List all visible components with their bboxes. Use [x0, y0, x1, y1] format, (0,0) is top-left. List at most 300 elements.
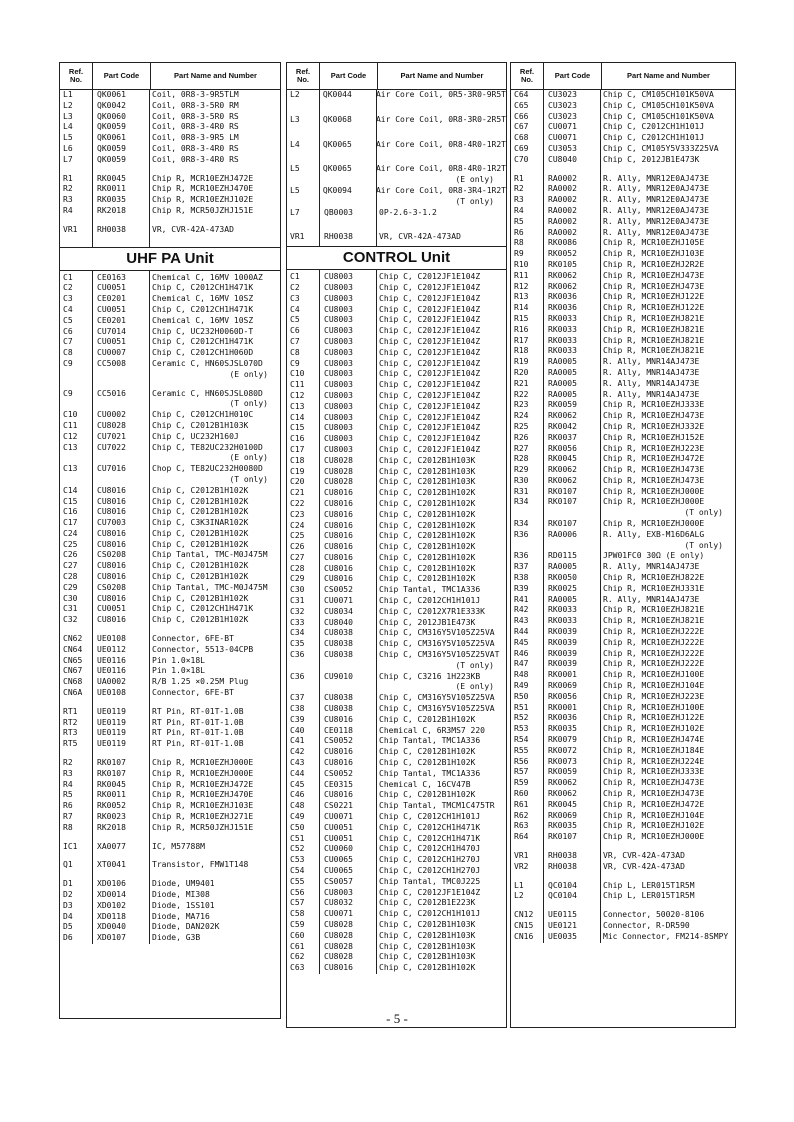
part-row — [287, 650, 506, 661]
ref-number: C43 — [290, 758, 305, 768]
part-code: RA0002 — [548, 216, 577, 226]
part-row — [287, 477, 506, 488]
part-name: Chip C, UC232H0060D-T — [152, 326, 254, 336]
part-code: CE0201 — [97, 294, 126, 304]
part-code: CU8028 — [324, 930, 353, 940]
part-name: Chip C, C2012B1H102K — [379, 498, 476, 508]
part-name: VR, CVR-42A-473AD — [152, 224, 234, 234]
ref-number: C26 — [290, 542, 305, 552]
ref-number: CN65 — [63, 655, 83, 665]
part-row — [287, 232, 506, 243]
part-row — [511, 616, 735, 627]
ref-number: R31 — [514, 486, 529, 496]
part-name: Chip C, C2012B1H102K — [152, 528, 249, 538]
part-row — [287, 607, 506, 618]
part-row — [511, 659, 735, 670]
part-name: Chip Tantal, TMC1A336 — [379, 736, 481, 746]
part-row — [511, 282, 735, 293]
part-name: R. Ally, MNR14AJ473E — [603, 562, 700, 572]
part-name: Chip R, MCR10EZHJ473E — [603, 270, 705, 280]
part-code: RK0033 — [548, 313, 577, 323]
part-code: RH0038 — [548, 861, 577, 871]
part-code: RK0073 — [548, 756, 577, 766]
part-code: CU8032 — [324, 898, 353, 908]
part-code — [92, 475, 149, 486]
part-name: Chip C, TE82UC232H0100D — [152, 442, 263, 452]
part-name: Chip C, C2012CH1H471K — [152, 337, 254, 347]
ref-number: C22 — [290, 498, 305, 508]
part-code: RD0115 — [548, 551, 577, 561]
table-body — [287, 90, 506, 974]
part-row — [287, 542, 506, 553]
part-name: Chip C, C3216 1H223KB — [379, 671, 481, 681]
ref-number: L3 — [290, 114, 300, 124]
ref-number — [60, 475, 92, 486]
part-row — [287, 920, 506, 931]
ref-number: C31 — [290, 596, 305, 606]
part-code: RA0005 — [548, 357, 577, 367]
part-name: Chip C, C2012B1H102K — [152, 572, 249, 582]
part-code: CE0118 — [324, 725, 353, 735]
ref-number: C66 — [514, 111, 529, 121]
part-code: RK0036 — [548, 292, 577, 302]
part-code: RK0062 — [548, 465, 577, 475]
part-code: UE0035 — [548, 931, 577, 941]
part-code: CU7014 — [97, 326, 126, 336]
part-code: CU8016 — [97, 528, 126, 538]
part-row — [511, 357, 735, 368]
part-name: Chip C, C2012B1H102K — [379, 714, 476, 724]
part-row — [287, 942, 506, 953]
ref-number: L7 — [63, 154, 73, 164]
ref-number: RT5 — [63, 739, 78, 749]
ref-number: C41 — [290, 736, 305, 746]
ref-number: R44 — [514, 627, 529, 637]
ref-number: C17 — [290, 444, 305, 454]
part-code: RK0033 — [548, 346, 577, 356]
ref-number: L2 — [514, 891, 524, 901]
part-name: Chip C, CM316Y5V105Z25VA — [379, 693, 495, 703]
part-code: CU8016 — [97, 485, 126, 495]
part-code: RK0107 — [548, 832, 577, 842]
part-name: Chip C, C2012JF1E104Z — [379, 326, 481, 336]
ref-number: R19 — [514, 357, 529, 367]
part-row — [511, 144, 735, 155]
ref-number — [60, 370, 92, 381]
part-name: Coil, 0R8-3-5R0 RM — [152, 100, 239, 110]
ref-number: R11 — [514, 270, 529, 280]
part-row — [511, 292, 735, 303]
part-name: Chip R, MCR10EZHJ222E — [603, 659, 705, 669]
part-name: Chip C, CM316Y5V105Z25VA — [379, 704, 495, 714]
part-row — [287, 467, 506, 478]
ref-number: VR1 — [63, 224, 78, 234]
part-name: Chip C, C2012JF1E104Z — [379, 444, 481, 454]
table-body — [511, 90, 735, 943]
ref-number: R15 — [514, 313, 529, 323]
part-row — [511, 444, 735, 455]
part-code: CU7022 — [97, 442, 126, 452]
header-ref-no: Ref. No. — [511, 63, 544, 89]
part-name: Chip R, MCR10EZHJ822E — [603, 573, 705, 583]
part-name: Diode, DAN202K — [152, 922, 220, 932]
part-row — [287, 877, 506, 888]
part-name: Chip R, MCR10EZHJ472E — [152, 173, 254, 183]
part-name: Chip R, MCR10EZHJ473E — [603, 778, 705, 788]
ref-number: R29 — [514, 465, 529, 475]
part-row — [511, 767, 735, 778]
part-name: Chip C, C2012JF1E104Z — [379, 369, 481, 379]
part-row — [60, 410, 280, 421]
part-row — [287, 186, 506, 197]
header-part-code: Part Code — [320, 63, 378, 89]
part-row — [511, 530, 735, 541]
part-code: CU3023 — [548, 90, 577, 99]
ref-number: C57 — [290, 898, 305, 908]
part-code: CU0051 — [97, 283, 126, 293]
part-row — [60, 90, 280, 101]
part-code: RK0011 — [97, 184, 126, 194]
ref-number: C44 — [290, 768, 305, 778]
part-code: CU0071 — [548, 133, 577, 143]
header-part-name: Part Name and Number — [174, 71, 257, 80]
part-name: Chip R, MCR10EZHJ000E — [152, 758, 254, 768]
ref-number: C39 — [290, 714, 305, 724]
ref-number: R4 — [63, 779, 73, 789]
parts-table-right — [510, 62, 736, 1028]
ref-number: C9 — [290, 358, 300, 368]
part-code: RK0107 — [97, 758, 126, 768]
part-code: RK0105 — [548, 259, 577, 269]
row-gap — [60, 381, 280, 389]
part-row — [287, 758, 506, 769]
part-name: Chip C, C2012B1H102K — [152, 496, 249, 506]
part-code: CU8034 — [324, 606, 353, 616]
part-code: RA0002 — [548, 205, 577, 215]
part-code: RK0033 — [548, 616, 577, 626]
part-name: R. Ally, MNR14AJ473E — [603, 594, 700, 604]
part-code: CU8016 — [324, 758, 353, 768]
part-row — [60, 122, 280, 133]
ref-number: L1 — [514, 880, 524, 890]
part-name: Chip R, MCR10EZHJ472E — [152, 779, 254, 789]
part-code: CS0052 — [324, 736, 353, 746]
part-code: CU8016 — [97, 507, 126, 517]
part-code: RK0036 — [548, 713, 577, 723]
part-row — [60, 801, 280, 812]
part-row — [511, 789, 735, 800]
part-row — [60, 901, 280, 912]
part-name: Chip R, MCR10EZHJ104E — [603, 681, 705, 691]
ref-number: C8 — [63, 348, 73, 358]
part-row — [60, 518, 280, 529]
part-row — [287, 736, 506, 747]
ref-number: R63 — [514, 821, 529, 831]
ref-number: R13 — [514, 292, 529, 302]
part-code: RA0005 — [548, 594, 577, 604]
part-row — [287, 315, 506, 326]
part-code: RH0038 — [97, 224, 126, 234]
part-row — [511, 465, 735, 476]
part-name: R. Ally, MNR12E0AJ473E — [603, 227, 709, 237]
part-row — [511, 921, 735, 932]
part-row — [60, 912, 280, 923]
table-header — [287, 63, 506, 90]
part-row — [511, 206, 735, 217]
row-gap — [60, 834, 280, 842]
part-name: Chip R, MCR10EZHJ223E — [603, 691, 705, 701]
ref-number: C6 — [290, 326, 300, 336]
part-code: RK0045 — [548, 454, 577, 464]
part-code: CU8003 — [324, 369, 353, 379]
part-code: RK0033 — [548, 324, 577, 334]
ref-number: R46 — [514, 648, 529, 658]
ref-number: C8 — [290, 347, 300, 357]
part-row — [511, 101, 735, 112]
row-gap — [60, 699, 280, 707]
part-row — [511, 638, 735, 649]
part-name: Pin 1.0×18L — [152, 666, 205, 676]
part-code: RA0005 — [548, 389, 577, 399]
ref-number: C4 — [63, 304, 73, 314]
part-code: RH0038 — [324, 232, 353, 242]
part-row — [60, 728, 280, 739]
part-row — [60, 718, 280, 729]
part-row — [287, 801, 506, 812]
part-row — [60, 572, 280, 583]
part-row — [60, 780, 280, 791]
part-code: RH0038 — [548, 850, 577, 860]
part-code: CS0052 — [324, 585, 353, 595]
ref-number: C58 — [290, 909, 305, 919]
part-name: Chip R, MCR10EZHJ472E — [603, 799, 705, 809]
part-name: Chip R, MCR10EZHJ224E — [603, 756, 705, 766]
ref-number: L2 — [290, 90, 300, 99]
part-name: Air Core Coil, 0R8-3R0-2R5T — [375, 114, 506, 124]
part-row — [60, 443, 280, 454]
part-code: CU8016 — [324, 963, 353, 973]
row-gap — [60, 626, 280, 634]
part-code: CU8038 — [324, 628, 353, 638]
part-name: Chip C, C2012B1H102K — [152, 507, 249, 517]
ref-number: R43 — [514, 616, 529, 626]
ref-number: Q1 — [63, 860, 73, 870]
part-name: Chip R, MCR50JZHJ151E — [152, 822, 254, 832]
part-code: RK0039 — [548, 659, 577, 669]
ref-number: C60 — [290, 930, 305, 940]
part-name: Chip R, MCR10EZHJ184E — [603, 745, 705, 755]
part-code: RK0037 — [548, 432, 577, 442]
part-code: QK0061 — [97, 133, 126, 143]
part-code: RK0035 — [97, 195, 126, 205]
part-name: Chip R, MCR10EZHJ474E — [603, 735, 705, 745]
part-name: Chip C, C2012JF1E104Z — [379, 390, 481, 400]
part-code: UE0108 — [97, 634, 126, 644]
ref-number: C46 — [290, 790, 305, 800]
part-code: XD0107 — [97, 933, 126, 943]
part-code: CU8016 — [324, 531, 353, 541]
part-name: Air Core Coil, 0R5-3R0-9R5T — [375, 90, 506, 99]
part-code: CU8038 — [324, 639, 353, 649]
part-row — [511, 228, 735, 239]
part-name: Chip C, C2012CH1H101J — [379, 596, 481, 606]
variant-note-row — [60, 370, 280, 381]
ref-number: C45 — [290, 779, 305, 789]
ref-number: C30 — [63, 593, 78, 603]
part-code: CU8016 — [324, 488, 353, 498]
part-name: Chip R, MCR10EZHJ104E — [603, 810, 705, 820]
variant-note: (T only) — [455, 196, 494, 206]
part-row — [511, 411, 735, 422]
part-name: Connector, 5513-04CPB — [152, 644, 254, 654]
part-row — [511, 746, 735, 757]
ref-number: C5 — [63, 315, 73, 325]
ref-number: C13 — [290, 401, 305, 411]
part-row — [60, 550, 280, 561]
part-name: Chip R, MCR10EZHJ2R2E — [603, 259, 705, 269]
part-name: IC, M57788M — [152, 841, 205, 851]
part-row — [60, 112, 280, 123]
ref-number: R60 — [514, 789, 529, 798]
part-name: Chip R, MCR10EZHJ470E — [152, 790, 254, 800]
part-row — [511, 713, 735, 724]
part-row — [60, 583, 280, 594]
part-name: Chip C, C2012JF1E104Z — [379, 380, 481, 390]
ref-number: C15 — [290, 423, 305, 433]
ref-number: C28 — [63, 572, 78, 582]
ref-number: R53 — [514, 724, 529, 734]
part-row — [60, 195, 280, 206]
part-row — [511, 670, 735, 681]
variant-note: (T only) — [229, 399, 268, 409]
part-row — [511, 821, 735, 832]
part-row — [287, 164, 506, 175]
ref-number: CN64 — [63, 644, 83, 654]
ref-number: R2 — [514, 184, 524, 194]
part-row — [287, 715, 506, 726]
part-row — [287, 369, 506, 380]
part-name: Chip R, MCR10EZHJ333E — [603, 767, 705, 777]
part-code: RK0107 — [548, 519, 577, 529]
part-row — [287, 574, 506, 585]
part-row — [287, 445, 506, 456]
part-code: RA0005 — [548, 562, 577, 572]
part-code: RK0056 — [548, 691, 577, 701]
variant-note: (T only) — [229, 474, 268, 484]
ref-number: R54 — [514, 735, 529, 745]
part-name: Chip C, C2012B1H102K — [152, 539, 249, 549]
part-row — [511, 595, 735, 606]
part-code: RK0107 — [548, 497, 577, 507]
part-code — [543, 541, 600, 552]
part-row — [287, 812, 506, 823]
ref-number: L7 — [290, 207, 300, 217]
part-code: CC5008 — [97, 358, 126, 368]
part-name: Chip C, C2012B1H102K — [379, 574, 476, 584]
part-row — [60, 707, 280, 718]
header-ref-no: Ref. No. — [287, 63, 320, 89]
ref-number: R52 — [514, 713, 529, 723]
part-code: CU8028 — [324, 455, 353, 465]
row-gap — [60, 166, 280, 174]
ref-number: R26 — [514, 432, 529, 442]
part-row — [287, 585, 506, 596]
part-code: QK0065 — [322, 164, 352, 174]
part-name: VR, CVR-42A-473AD — [603, 861, 685, 871]
ref-number: R6 — [514, 227, 524, 237]
part-code: RK0072 — [548, 745, 577, 755]
part-code: QK0060 — [97, 111, 126, 121]
ref-number: C23 — [290, 509, 305, 519]
ref-number: C19 — [290, 466, 305, 476]
ref-number: L5 — [290, 185, 300, 195]
ref-number: R24 — [514, 411, 529, 421]
ref-number: C3 — [63, 294, 73, 304]
part-name: Chip R, MCR10EZHJ000E — [603, 519, 705, 529]
part-row — [60, 283, 280, 294]
ref-number: C38 — [290, 704, 305, 714]
ref-number: C18 — [290, 455, 305, 465]
part-code: RK0042 — [548, 421, 577, 431]
part-row — [287, 272, 506, 283]
part-row — [511, 112, 735, 123]
ref-number: D5 — [63, 922, 73, 932]
part-row — [511, 881, 735, 892]
part-name: Chop C, TE82UC232H0080D — [152, 464, 263, 474]
ref-number: R8 — [63, 822, 73, 832]
part-code — [92, 370, 149, 381]
ref-number: C4 — [290, 304, 300, 314]
part-name: Chip R, MCR10EZHJ821E — [603, 616, 705, 626]
part-name: Chip C, C2012B1H102K — [152, 593, 249, 603]
part-name: Chip R, MCR10EZHJ332E — [603, 421, 705, 431]
ref-number: R25 — [514, 421, 529, 431]
part-code: CU8016 — [324, 790, 353, 800]
part-row — [287, 115, 506, 126]
part-code: QC0104 — [548, 880, 577, 890]
part-name: Chip Tantal, TMC1A336 — [379, 768, 481, 778]
part-row — [60, 155, 280, 166]
ref-number: IC1 — [63, 841, 78, 851]
part-code: CU0007 — [97, 348, 126, 358]
part-row — [60, 890, 280, 901]
ref-number: R6 — [63, 801, 73, 811]
ref-number: C55 — [290, 876, 305, 886]
part-name: Chip C, C2012JF1E104Z — [379, 358, 481, 368]
part-row — [60, 174, 280, 185]
part-name: VR, CVR-42A-473AD — [379, 232, 461, 242]
part-code: CU8016 — [324, 714, 353, 724]
part-code: CU0065 — [324, 855, 353, 865]
part-name: Chip R, MCR10EZHJ473E — [603, 411, 705, 421]
ref-number: R12 — [514, 281, 529, 291]
part-row — [511, 497, 735, 508]
part-row — [511, 910, 735, 921]
part-name: Chip R, MCR10EZHJ821E — [603, 324, 705, 334]
ref-number: C35 — [290, 639, 305, 649]
ref-number: C54 — [290, 866, 305, 875]
part-code: RK0050 — [548, 573, 577, 583]
part-row — [60, 739, 280, 750]
part-row — [60, 294, 280, 305]
part-code: CU8003 — [324, 434, 353, 444]
part-row — [60, 486, 280, 497]
ref-number: C12 — [290, 390, 305, 400]
ref-number: R3 — [63, 768, 73, 778]
part-row — [287, 294, 506, 305]
ref-number: R64 — [514, 832, 529, 842]
part-row — [511, 551, 735, 562]
